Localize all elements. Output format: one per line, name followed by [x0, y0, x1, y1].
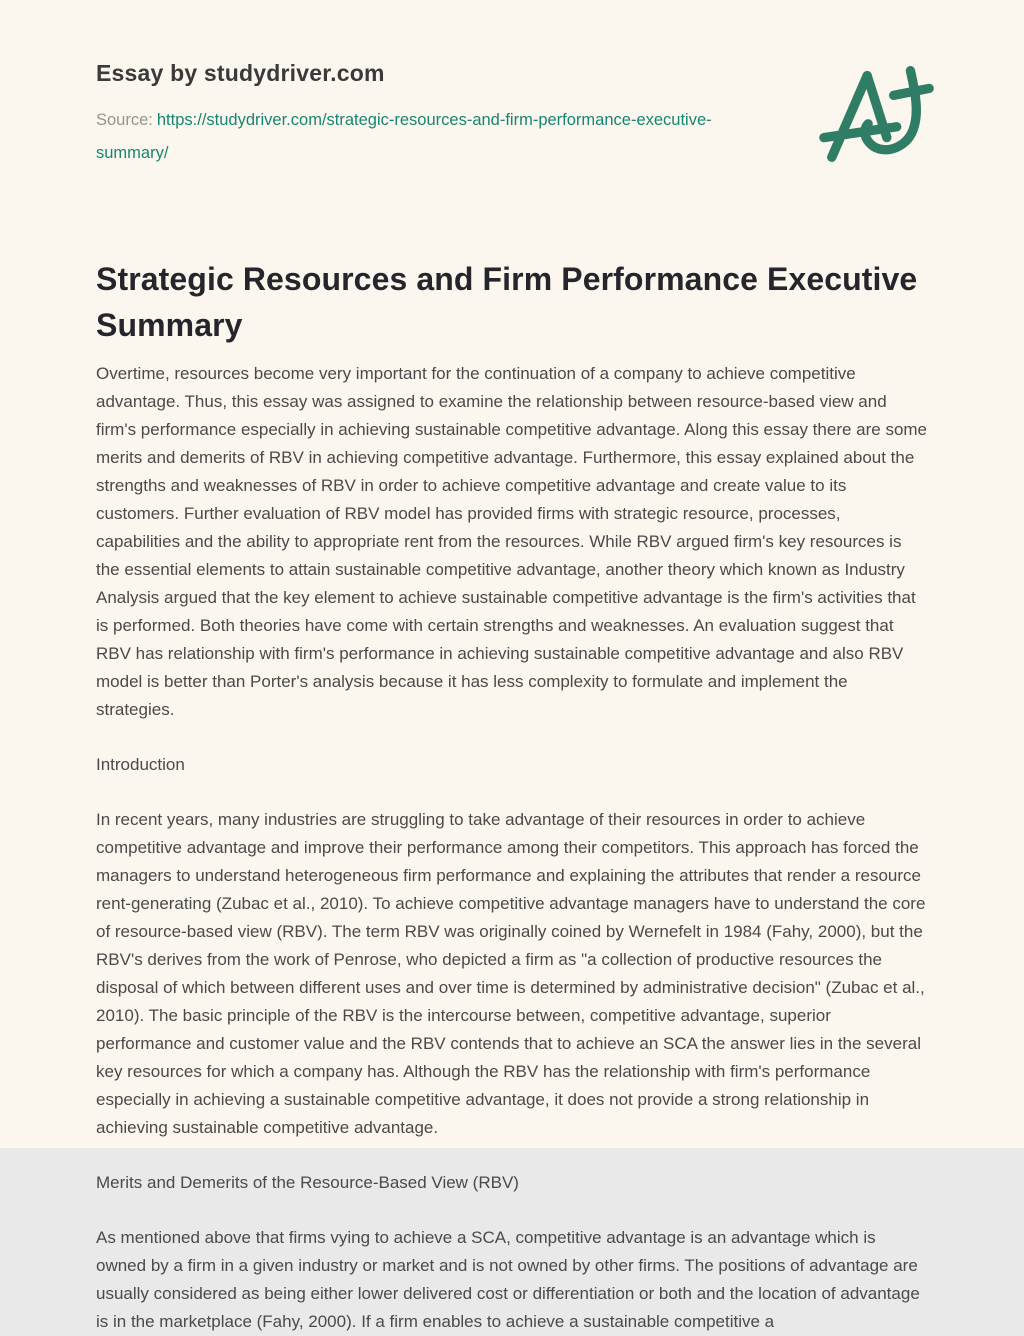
merits-demerits-paragraph: As mentioned above that firms vying to achieve a SCA, competitive advantage is an advantage which is owned by a firm in a given industry or market and is not owned by other firms. The positions of advantage are usually considered as being either lower delivered cost or differentiation or both and the location of advantage is in the marketplace (Fahy, 2000). If a firm enables to achieve a sustainable competitive a: [96, 1228, 920, 1331]
source-line: [96, 104, 768, 170]
section-heading-merits-demerits: Merits and Demerits of the Resource-Based View (RBV): [96, 1173, 519, 1192]
source-link[interactable]: https://studydriver.com/strategic-resources-and-firm-performance-executive-summary/: [96, 111, 712, 162]
introduction-paragraph: In recent years, many industries are struggling to take advantage of their resources in order to achieve competitive advantage and improve their performance among their competitors. This approach has forced the managers to understand heterogeneous firm performance and explaining the attributes that render a resource rent-generating (Zubac et al., 2010). To achieve competitive advantage managers have to understand the core of resource-based view (RBV). The term RBV was originally coined by Wernefelt in 1984 (Fahy, 2000), but the RBV's derives from the work of Penrose, who depicted a firm as "a collection of productive resources the disposal of which between different uses and over time is determined by administrative decision" (Zubac et al., 2010). The basic principle of the RBV is the intercourse between, competitive advantage, superior performance and customer value and the RBV contends that to achieve an SCA the answer lies in the several key resources for which a company has. Although the RBV has the relationship with firm's performance especially in achieving a sustainable competitive advantage, it does not provide a strong relationship in achieving sustainable competitive advantage.: [96, 810, 926, 1137]
article-body: [96, 360, 928, 1336]
document-header: [96, 60, 928, 170]
section-heading-introduction: Introduction: [96, 755, 185, 774]
article-title: Strategic Resources and Firm Performance Executive Summary: [96, 261, 918, 343]
studydriver-a-plus-logo-icon: [818, 58, 936, 170]
site-title: Essay by studydriver.com: [96, 60, 385, 86]
header-text-block: [96, 60, 768, 170]
source-label: Source:: [96, 111, 153, 129]
abstract-paragraph: Overtime, resources become very important for the continuation of a company to achieve competitive advantage. Thus, this essay was assigned to examine the relationship between resource-based view and firm's performance especially in achieving sustainable competitive advantage. Along this essay there are some merits and demerits of RBV in achieving competitive advantage. Furthermore, this essay explained about the strengths and weaknesses of RBV in order to achieve competitive advantage and create value to its customers. Further evaluation of RBV model has provided firms with strategic resource, processes, capabilities and the ability to appropriate rent from the resources. While RBV argued firm's key resources is the essential elements to attain sustainable competitive advantage, another theory which known as Industry Analysis argued that the key element to achieve sustainable competitive advantage is the firm's activities that is performed. Both theories have come with certain strengths and weaknesses. An evaluation suggest that RBV has relationship with firm's performance in achieving sustainable competitive advantage and also RBV model is better than Porter's analysis because it has less complexity to formulate and implement the strategies.: [96, 364, 928, 719]
